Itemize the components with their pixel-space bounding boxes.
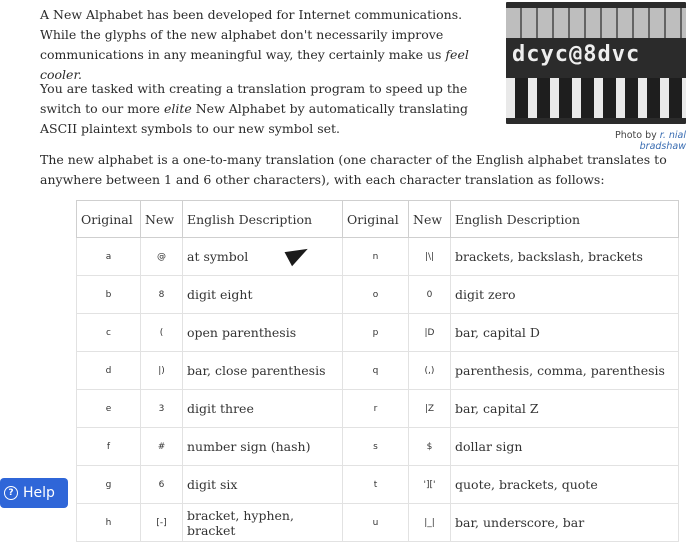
- photo-key-word: dcyc@8dvc: [512, 42, 641, 67]
- english-description: digit six: [183, 466, 343, 504]
- photo-key-strip: [506, 8, 686, 38]
- new-symbol: 8: [141, 276, 183, 314]
- table-row: [77, 352, 679, 390]
- english-description: bracket, hyphen, bracket: [183, 504, 343, 542]
- new-symbol: '][': [409, 466, 451, 504]
- original-letter: d: [77, 352, 141, 390]
- new-symbol: |\|: [409, 238, 451, 276]
- new-symbol: 3: [141, 390, 183, 428]
- table-row: [77, 466, 679, 504]
- new-symbol: [-]: [141, 504, 183, 542]
- new-symbol: @: [141, 238, 183, 276]
- new-symbol: 6: [141, 466, 183, 504]
- intro-emphasis: elite: [163, 101, 192, 116]
- intro-paragraph-3: The new alphabet is a one-to-many translation (one character of the English alphabet translates to anywhere between 1 and 6 other characters), with each character translation as follows:: [40, 152, 667, 187]
- question-circle-icon: ?: [4, 486, 18, 500]
- table-header-row: [77, 201, 679, 238]
- english-description: bar, close parenthesis: [183, 352, 343, 390]
- original-letter: s: [343, 428, 409, 466]
- photo-credit-author-link[interactable]: r. nial bradshaw: [639, 130, 686, 152]
- header-description: English Description: [451, 201, 679, 238]
- header-description: English Description: [183, 201, 343, 238]
- original-letter: p: [343, 314, 409, 352]
- table-row: [77, 238, 679, 276]
- help-label: Help: [23, 485, 55, 501]
- intro-text: New Alphabet by automatically translating ASCII plaintext symbols to our new symbol set.: [40, 101, 469, 136]
- alphabet-table: [76, 200, 679, 542]
- original-letter: h: [77, 504, 141, 542]
- english-description: digit eight: [183, 276, 343, 314]
- intro-paragraph-1: [40, 5, 492, 85]
- original-letter: n: [343, 238, 409, 276]
- header-original: Original: [343, 201, 409, 238]
- header-new: New: [141, 201, 183, 238]
- original-letter: r: [343, 390, 409, 428]
- intro-text: A New Alphabet has been developed for Internet communications. While the glyphs of the new alphabet don't necessarily improve communications in any meaningful way, they certainly make us: [40, 7, 463, 62]
- original-letter: b: [77, 276, 141, 314]
- english-description: digit zero: [451, 276, 679, 314]
- new-symbol: 0: [409, 276, 451, 314]
- english-description: digit three: [183, 390, 343, 428]
- new-symbol: |_|: [409, 504, 451, 542]
- original-letter: a: [77, 238, 141, 276]
- keyboard-photo: [506, 2, 686, 124]
- new-symbol: $: [409, 428, 451, 466]
- original-letter: c: [77, 314, 141, 352]
- table-row: [77, 314, 679, 352]
- original-letter: t: [343, 466, 409, 504]
- english-description: bar, capital D: [451, 314, 679, 352]
- header-original: Original: [77, 201, 141, 238]
- original-letter: g: [77, 466, 141, 504]
- original-letter: u: [343, 504, 409, 542]
- new-symbol: |D: [409, 314, 451, 352]
- english-description: open parenthesis: [183, 314, 343, 352]
- intro-emphasis: feel cooler.: [40, 47, 469, 82]
- english-description: bar, underscore, bar: [451, 504, 679, 542]
- original-letter: q: [343, 352, 409, 390]
- english-description: bar, capital Z: [451, 390, 679, 428]
- table-row: [77, 428, 679, 466]
- table-row: [77, 390, 679, 428]
- original-letter: e: [77, 390, 141, 428]
- table-row: [77, 276, 679, 314]
- intro-paragraph-2: [40, 79, 492, 139]
- english-description: dollar sign: [451, 428, 679, 466]
- photo-credit: [566, 130, 686, 152]
- new-symbol: (,): [409, 352, 451, 390]
- original-letter: o: [343, 276, 409, 314]
- photo-keys: [506, 78, 686, 118]
- help-button[interactable]: [0, 478, 68, 508]
- new-symbol: |): [141, 352, 183, 390]
- original-letter: f: [77, 428, 141, 466]
- new-symbol: |Z: [409, 390, 451, 428]
- new-symbol: (: [141, 314, 183, 352]
- new-symbol: #: [141, 428, 183, 466]
- header-new: New: [409, 201, 451, 238]
- english-description: number sign (hash): [183, 428, 343, 466]
- english-description: parenthesis, comma, parenthesis: [451, 352, 679, 390]
- english-description: brackets, backslash, brackets: [451, 238, 679, 276]
- english-description: quote, brackets, quote: [451, 466, 679, 504]
- intro-text: You are tasked with creating a translation program to speed up the switch to our more: [40, 81, 468, 116]
- english-description: at symbol: [183, 238, 343, 276]
- photo-credit-prefix: Photo by: [615, 130, 660, 141]
